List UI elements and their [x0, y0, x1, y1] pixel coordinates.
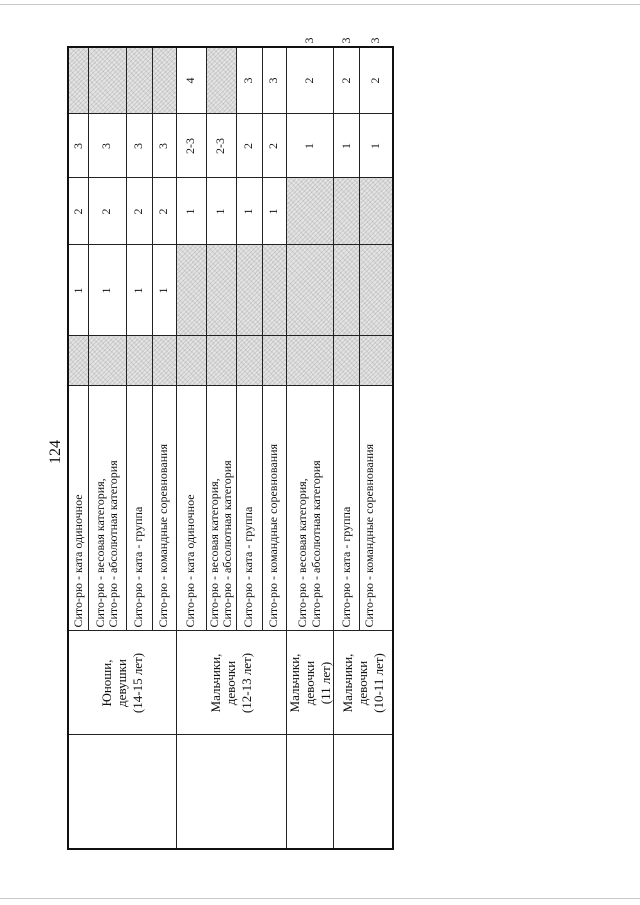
discipline-cell: Сито-рю - ката одиночное [176, 386, 206, 631]
shaded-cell [236, 336, 262, 386]
blank-cell [68, 735, 176, 849]
table-row [176, 47, 206, 849]
shaded-cell [334, 336, 360, 386]
shaded-cell [68, 47, 88, 114]
value-cell: 2 [262, 114, 286, 178]
table-row [68, 47, 88, 849]
value-cell: 2-3 [176, 114, 206, 178]
discipline-cell: Сито-рю - ката одиночное [68, 386, 88, 631]
shaded-cell [360, 178, 393, 245]
table-row: Мальчики, девочки (10-11 лет) Сито-рю - ката - группа 1 2 3 [334, 47, 360, 849]
shaded-cell [176, 245, 206, 336]
value-cell: 3 [152, 114, 176, 178]
age-group-cell: Мальчики, девочки (11 лет) [286, 631, 334, 735]
value-cell: 1 [126, 245, 152, 336]
shaded-cell [334, 178, 360, 245]
discipline-cell: Сито-рю - весовая категория, Сито-рю - абсолютная категория [286, 386, 334, 631]
discipline-cell: Сито-рю - командные соревнования [152, 386, 176, 631]
blank-cell [176, 735, 286, 849]
blank-cell [334, 735, 393, 849]
age-group-cell: Мальчики, девочки (12-13 лет) [176, 631, 286, 735]
value-cell: 2 [286, 47, 334, 114]
discipline-cell: Сито-рю - командные соревнования [360, 386, 393, 631]
value-cell: 1 [68, 245, 88, 336]
shaded-cell [126, 336, 152, 386]
page-number: 124 [47, 440, 64, 464]
shaded-cell [152, 47, 176, 114]
discipline-cell: Сито-рю - ката - группа [236, 386, 262, 631]
shaded-cell [360, 336, 393, 386]
blank-cell [286, 735, 334, 849]
table-row: Сито-рю - командные соревнования 1 2 3 [360, 47, 393, 849]
discipline-cell: Сито-рю - ката - группа [126, 386, 152, 631]
value-cell: 2-3 [206, 114, 236, 178]
shaded-cell [334, 245, 360, 336]
discipline-cell: Сито-рю - командные соревнования [262, 386, 286, 631]
scan-edge-bottom [0, 898, 640, 899]
value-cell: 2 [360, 47, 393, 114]
shaded-cell [88, 47, 126, 114]
shaded-cell [360, 245, 393, 336]
table-row: Мальчики, девочки (11 лет) Сито-рю - весовая категория, Сито-рю - абсолютная категория 1 2 3 [286, 47, 334, 849]
shaded-cell [236, 245, 262, 336]
shaded-cell [262, 245, 286, 336]
value-cell: 3 [126, 114, 152, 178]
value-cell: 3 [236, 47, 262, 114]
age-group-cell: Мальчики, девочки (10-11 лет) [334, 631, 393, 735]
value-cell: 4 [176, 47, 206, 114]
rotated-table [67, 37, 386, 850]
shaded-cell [176, 336, 206, 386]
value-cell: 2 [126, 178, 152, 245]
value-cell: 1 [88, 245, 126, 336]
discipline-cell: Сито-рю - ката - группа [334, 386, 360, 631]
value-cell: 1 [262, 178, 286, 245]
shaded-cell [68, 336, 88, 386]
age-group-cell: Юноши, девушки (14-15 лет) [68, 631, 176, 735]
shaded-cell [206, 47, 236, 114]
discipline-cell: Сито-рю - весовая категория, Сито-рю - абсолютная категория [88, 386, 126, 631]
value-cell: 1 [176, 178, 206, 245]
scan-edge-top [0, 4, 640, 5]
value-cell: 3 [68, 114, 88, 178]
rank-table [67, 37, 394, 850]
shaded-cell [286, 178, 334, 245]
value-cell: 1 [206, 178, 236, 245]
shaded-cell [88, 336, 126, 386]
value-cell: 1 [152, 245, 176, 336]
value-cell: 2 [334, 47, 360, 114]
shaded-cell [206, 336, 236, 386]
value-cell: 1 [286, 114, 334, 178]
shaded-cell [286, 245, 334, 336]
shaded-cell [126, 47, 152, 114]
value-cell: 1 [360, 114, 393, 178]
value-cell: 2 [236, 114, 262, 178]
value-cell: 1 [334, 114, 360, 178]
value-cell: 2 [68, 178, 88, 245]
value-cell: 3 [88, 114, 126, 178]
value-cell: 3 [262, 47, 286, 114]
shaded-cell [206, 245, 236, 336]
value-cell: 2 [152, 178, 176, 245]
shaded-cell [262, 336, 286, 386]
discipline-cell: Сито-рю - весовая категория, Сито-рю - абсолютная категория [206, 386, 236, 631]
value-cell: 2 [88, 178, 126, 245]
value-cell: 1 [236, 178, 262, 245]
shaded-cell [286, 336, 334, 386]
shaded-cell [152, 336, 176, 386]
